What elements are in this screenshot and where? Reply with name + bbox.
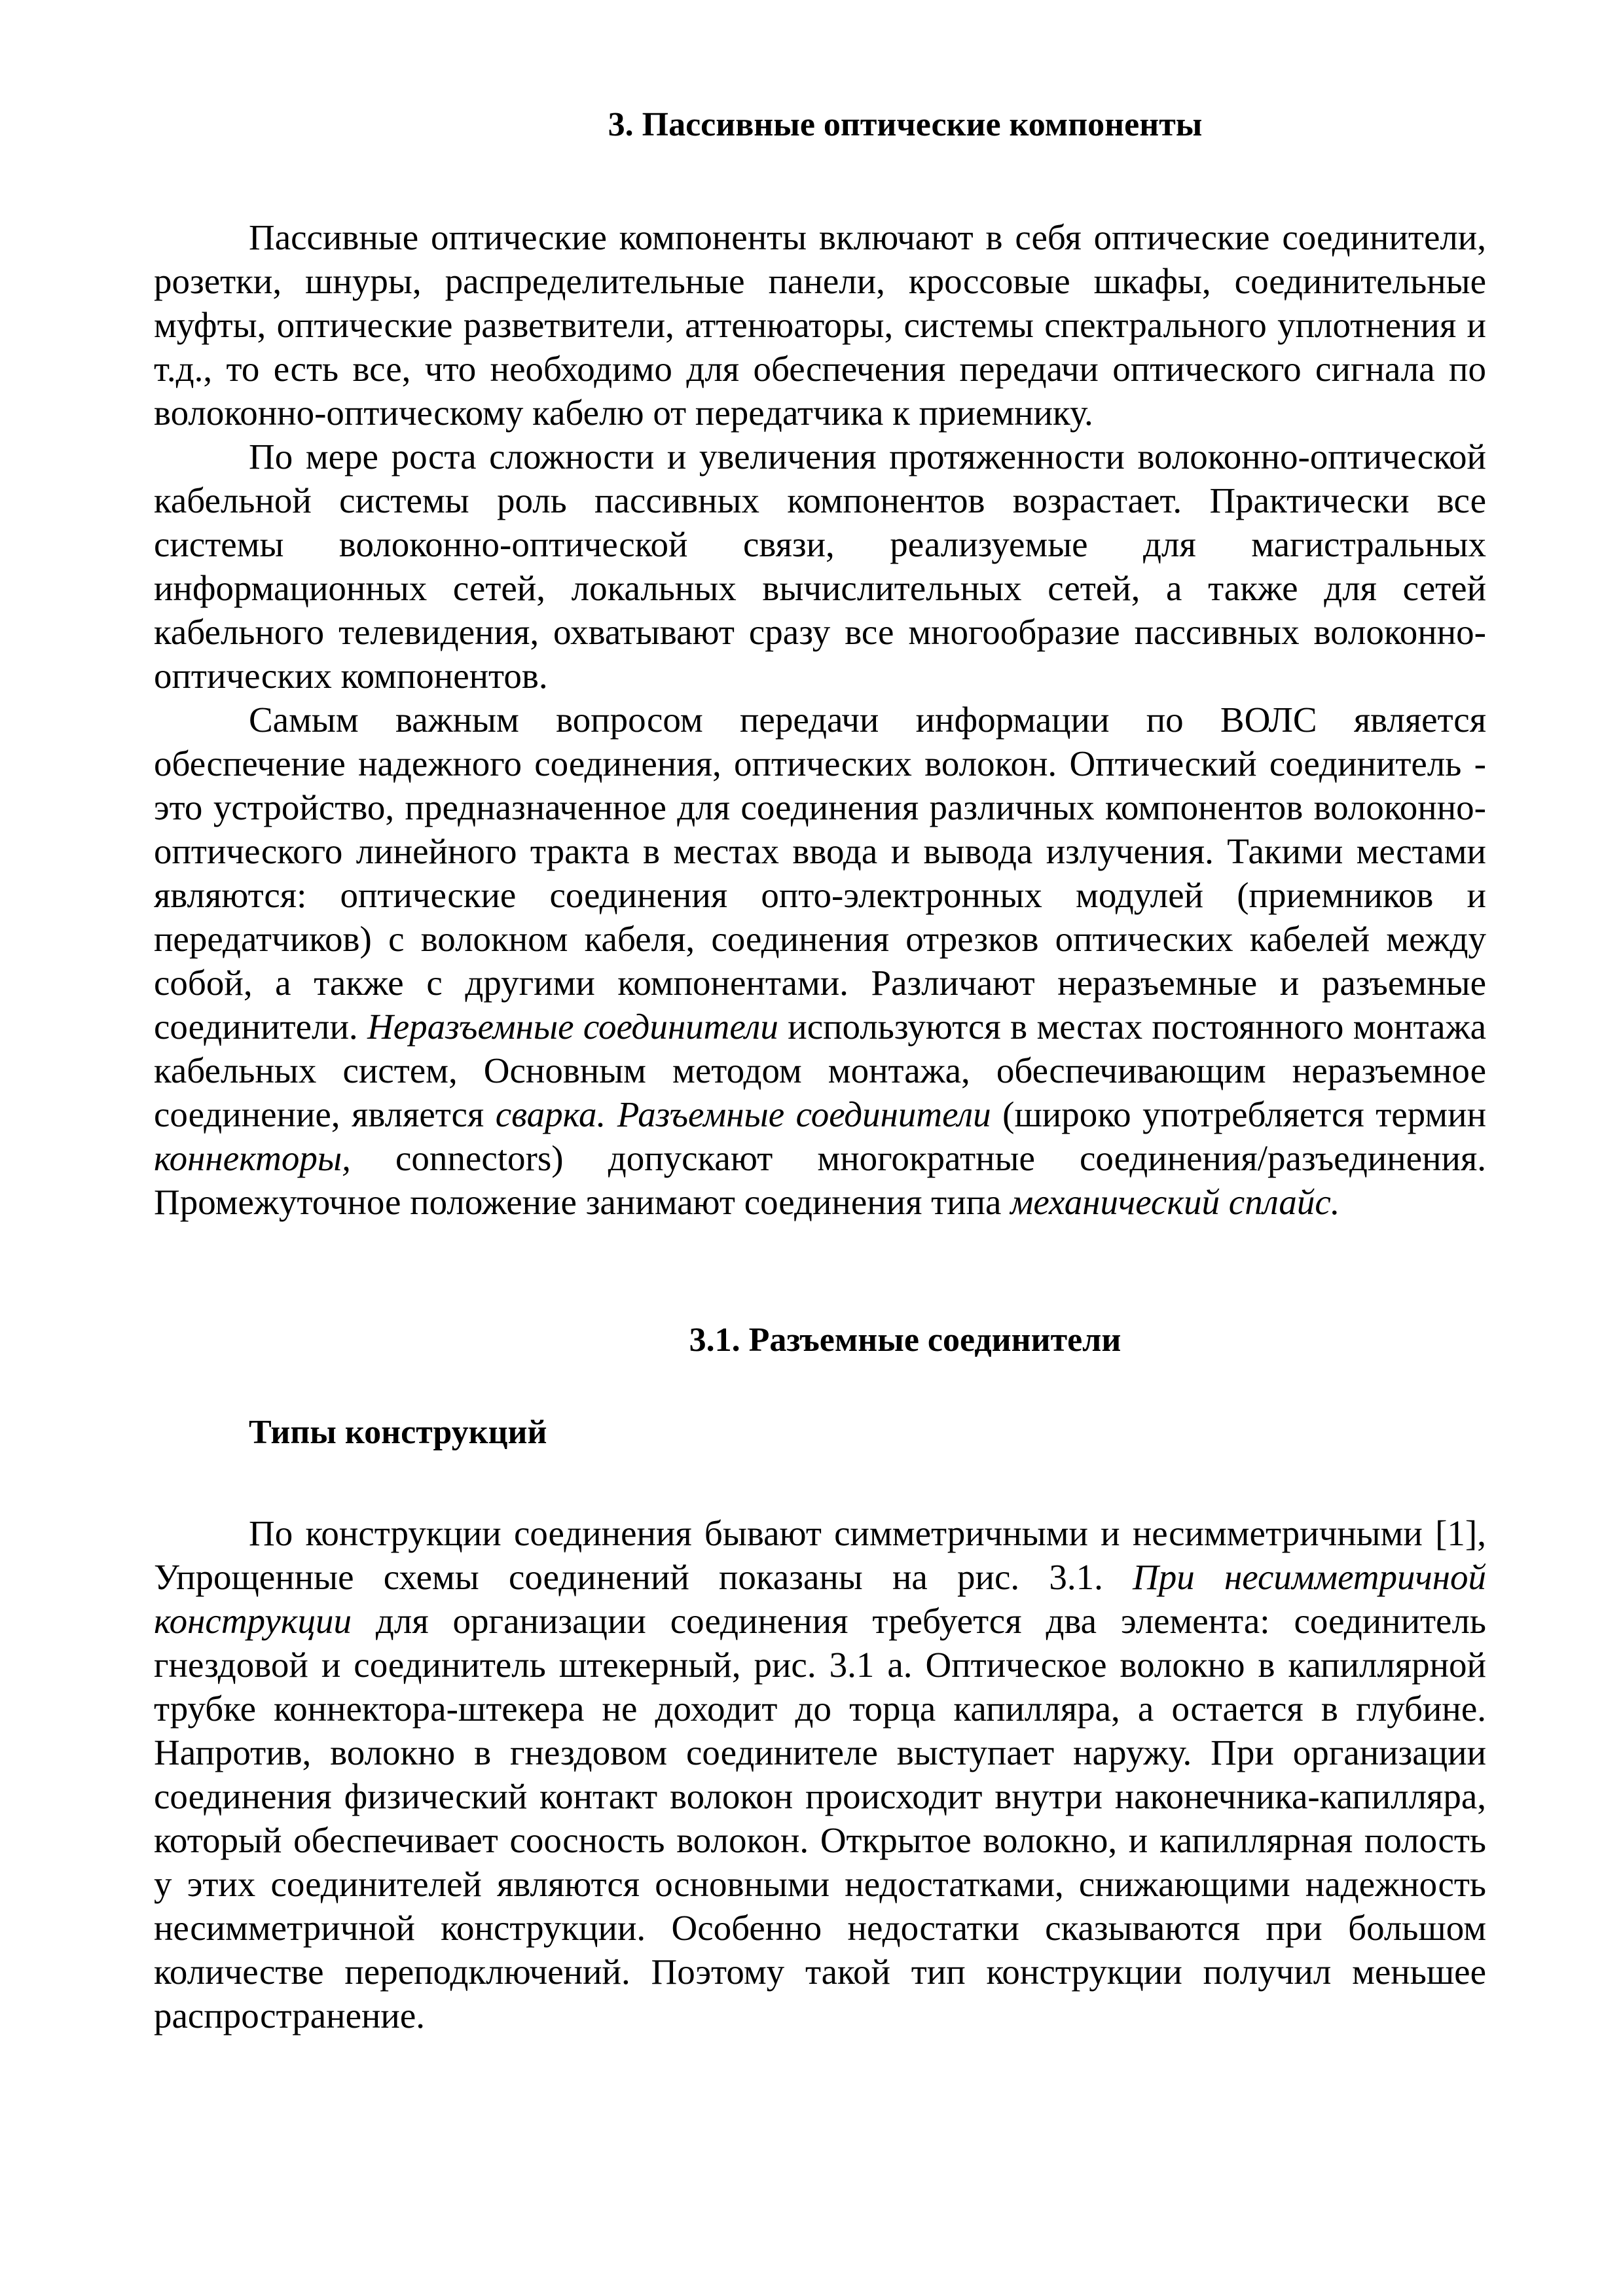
paragraph-role bbox=[154, 435, 1486, 698]
italic-term: коннекторы, bbox=[154, 1138, 351, 1179]
text-run: (широко употребляется термин bbox=[991, 1094, 1487, 1135]
spacer bbox=[154, 1224, 1486, 1320]
chapter-body bbox=[154, 215, 1486, 1224]
chapter-title: 3. Пассивные оптические компоненты bbox=[608, 106, 1203, 143]
section-title: 3.1. Разъемные соединители bbox=[689, 1321, 1122, 1359]
subsection-title: Типы конструкций bbox=[249, 1413, 547, 1451]
text-run: По мере роста сложности и увеличения протяженности волоконно-оптической кабельной системы роль пассивных компонентов возрастает. Практически все системы волоконно-оптической связи, реализуемые для магистральных информационных сетей, локальных вычислительных сетей, а также для сетей кабельного телевидения, охватывают сразу все многообразие пассивных волоконно-оптических компонентов. bbox=[154, 437, 1486, 696]
text-run: Самым важным вопросом передачи информации по ВОЛС является обеспечение надежного соединения, оптических волокон. Оптический соединитель - это устройство, предназначенное для соединения различных компонентов волоконно-оптического линейного тракта в местах ввода и вывода излучения. Такими местами являются: оптические соединения опто-электронных модулей (приемников и передатчиков) с волокном кабеля, соединения отрезков оптических кабелей между собой, а также с другими компонентами. Различают неразъемные и разъемные соединители. bbox=[154, 700, 1486, 1047]
italic-term: механический сплайс. bbox=[1010, 1182, 1340, 1223]
section-body bbox=[154, 1511, 1486, 2037]
text-run: connectors) допускают многократные соединения/разъединения. Промежуточное положение занимают соединения типа bbox=[154, 1138, 1486, 1223]
text-run: Пассивные оптические компоненты включают в себя оптические соединители, розетки, шнуры, распределительные панели, кроссовые шкафы, соединительные муфты, оптические разветвители, аттенюаторы, системы спектрального уплотнения и т.д., то есть все, что необходимо для обеспечения передачи оптического сигнала по волоконно-оптическому кабелю от передатчика к приемнику. bbox=[154, 217, 1486, 433]
italic-term: сварка. Разъемные соединители bbox=[495, 1094, 991, 1135]
spacer bbox=[154, 1361, 1486, 1412]
text-run: По конструкции соединения бывают симметричными и несимметричными [1], Упрощенные схемы соединений показаны на рис. 3.1. bbox=[154, 1513, 1486, 1598]
paragraph-construction-types bbox=[154, 1511, 1486, 2037]
text-run: для организации соединения требуется два элемента: соединитель гнездовой и соединитель штекерный, рис. 3.1 а. Оптическое волокно в капиллярной трубке коннектора-штекера не доходит до торца капилляра, а остается в глубине. Напротив, волокно в гнездовом соединителе выступает наружу. При организации соединения физический контакт волокон происходит внутри наконечника-капилляра, который обеспечивает соосность волокон. Открытое волокно, и капиллярная полость у этих соединителей являются основными недостатками, снижающими надежность несимметричной конструкции. Особенно недостатки сказываются при большом количестве переподключений. Поэтому такой тип конструкции получил меньшее распространение. bbox=[154, 1601, 1486, 2036]
italic-term: При несимметричной конструкции bbox=[154, 1557, 1486, 1641]
document-page bbox=[154, 105, 1486, 2037]
italic-term: Неразъемные соединители bbox=[367, 1007, 778, 1047]
text-run: используются в местах постоянного монтажа кабельных систем, Основным методом монтажа, обеспечивающим неразъемное соединение, является bbox=[154, 1007, 1486, 1135]
paragraph-intro bbox=[154, 215, 1486, 435]
spacer bbox=[154, 145, 1486, 215]
spacer bbox=[154, 1453, 1486, 1511]
paragraph-connectors bbox=[154, 698, 1486, 1224]
